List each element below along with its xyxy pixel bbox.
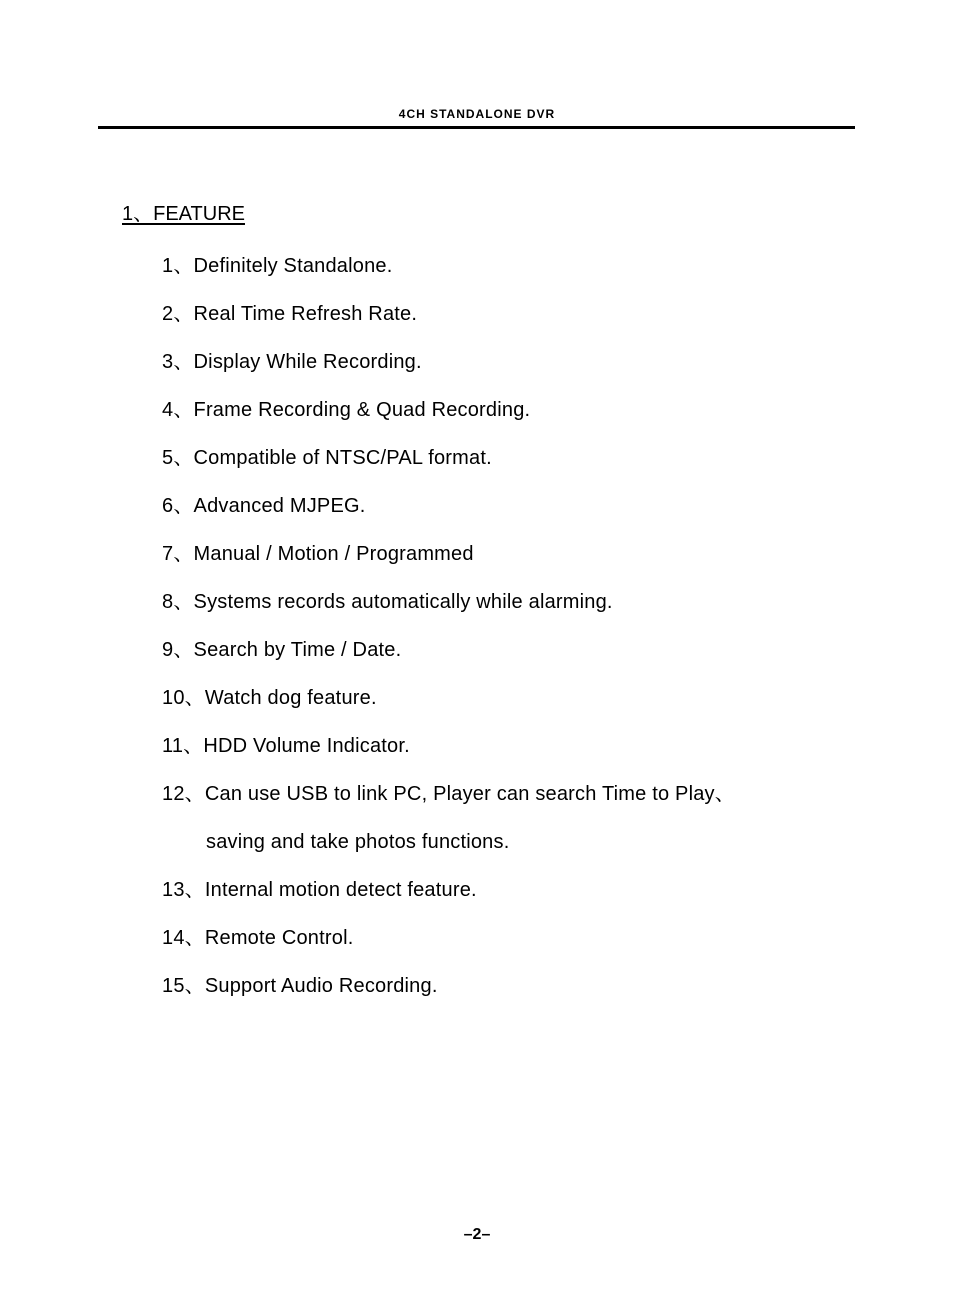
feature-text: HDD Volume Indicator. (203, 735, 410, 757)
feature-number: 15、 (162, 975, 205, 997)
feature-number: 2、 (162, 303, 194, 325)
feature-text: Frame Recording & Quad Recording. (193, 399, 531, 421)
section-heading: 1、FEATURE (122, 203, 245, 225)
feature-text: Advanced MJPEG. (193, 495, 366, 517)
feature-text: saving and take photos functions. (206, 831, 510, 853)
feature-number: 5、 (162, 447, 194, 469)
feature-item (162, 686, 735, 734)
document-header-title: 4CH STANDALONE DVR (398, 107, 556, 121)
feature-number: 13、 (162, 879, 205, 901)
feature-list (162, 254, 735, 1022)
feature-text: Watch dog feature. (204, 687, 377, 709)
feature-text: Support Audio Recording. (204, 975, 438, 997)
feature-item (162, 398, 735, 446)
feature-number: 12、 (162, 783, 205, 805)
feature-item (162, 494, 735, 542)
feature-text: Manual / Motion / Programmed (193, 543, 474, 565)
feature-item (162, 350, 735, 398)
feature-item (162, 302, 735, 350)
page-number: –2– (463, 1226, 491, 1243)
feature-item (162, 734, 735, 782)
feature-number: 14、 (162, 927, 205, 949)
feature-item (162, 926, 735, 974)
feature-number: 4、 (162, 399, 194, 421)
feature-number: 6、 (162, 495, 194, 517)
feature-item-continuation (162, 830, 735, 878)
feature-text: Can use USB to link PC, Player can search Time to Play、 (204, 783, 735, 805)
feature-text: Compatible of NTSC/PAL format. (193, 447, 492, 469)
feature-text: Search by Time / Date. (193, 639, 402, 661)
feature-text: Real Time Refresh Rate. (193, 303, 418, 325)
feature-item (162, 638, 735, 686)
feature-item (162, 974, 735, 1022)
feature-number: 8、 (162, 591, 194, 613)
feature-text: Remote Control. (204, 927, 354, 949)
feature-number: 11、 (162, 735, 204, 757)
feature-text: Definitely Standalone. (193, 255, 393, 277)
feature-item (162, 254, 735, 302)
feature-item (162, 878, 735, 926)
feature-item (162, 542, 735, 590)
header-divider (98, 126, 855, 129)
feature-text: Internal motion detect feature. (204, 879, 477, 901)
feature-number: 3、 (162, 351, 194, 373)
feature-text: Systems records automatically while alarming. (193, 591, 613, 613)
feature-text: Display While Recording. (193, 351, 422, 373)
feature-item (162, 590, 735, 638)
feature-number: 9、 (162, 639, 194, 661)
feature-item (162, 446, 735, 494)
feature-item (162, 782, 735, 830)
feature-number: 1、 (162, 255, 194, 277)
feature-number: 7、 (162, 543, 194, 565)
feature-number: 10、 (162, 687, 205, 709)
